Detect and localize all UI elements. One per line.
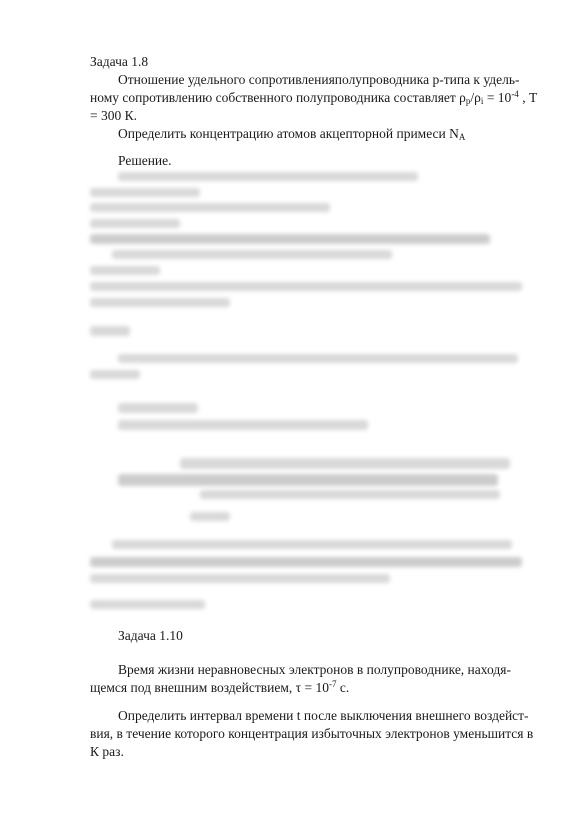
task-1-10-title: Задача 1.10 (118, 628, 183, 643)
task-1-8-text-line-3: = 300 К. (90, 108, 137, 123)
task-1-8-text-line-2: ному сопротивлению собственного полупроводника составляет $\rho_p/\rho_i = 10^{-4}$ , Т (90, 89, 538, 106)
task-1-10-text-line-2: щемся под внешним воздействием, $\tau = 10^{-7}$ с. (90, 679, 350, 695)
task-1-10-question-line-1: Определить интервал времени t после выключения внешнего воздейст- (118, 708, 529, 723)
task-1-10-question-line-2: вия, в течение которого концентрация избыточных электронов уменьшится в (90, 726, 534, 741)
task-1-8-question: Определить концентрацию атомов акцепторной примеси $N_A$ (118, 126, 466, 142)
solution-heading: Решение. (118, 153, 172, 168)
task-1-8-text-line-1: Отношение удельного сопротивленияполупроводника р-типа к удель- (118, 72, 520, 87)
task-1-10-question-line-3: К раз. (90, 744, 124, 759)
task-1-8-title: Задача 1.8 (90, 54, 149, 69)
task-1-10-text-line-1: Время жизни неравновесных электронов в полупроводнике, находя- (118, 662, 511, 677)
